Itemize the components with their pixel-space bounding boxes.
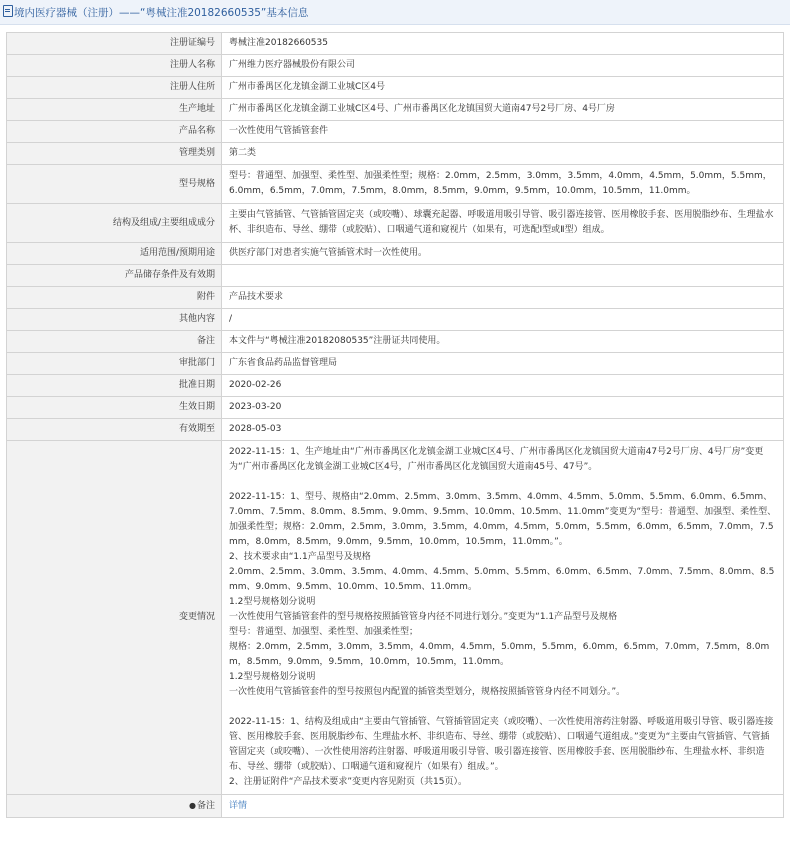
change-separator [229,475,777,490]
row-value: 粤械注准20182660535 [222,33,784,55]
table-row [7,204,784,243]
row-value: 广州市番禺区化龙镇金湖工业城C区4号、广州市番禺区化龙镇国贸大道南47号2号厂房、4号厂房 [222,99,784,121]
change-entry: 2022-11-15：1、生产地址由“广州市番禺区化龙镇金湖工业城C区4号、广州市番禺区化龙镇国贸大道南47号2号厂房、4号厂房”变更为“广州市番禺区化龙镇金湖工业城C区4号，广州市番禺区化龙镇国贸大道南45号、47号”。 [229,447,764,472]
row-value: 主要由气管插管、气管插管固定夹（或咬嘴）、球囊充起器、呼吸道用吸引导管、吸引器连接管、医用橡胶手套、医用脱脂纱布、生理盐水杯、非织造布、导丝、绷带（或胶贴）、口咽通气道和窥视片（如果有，可选配Ⅰ型或Ⅱ型）组成。 [222,204,784,243]
table-row [7,375,784,397]
row-label: 审批部门 [7,353,222,375]
row-label: 附件 [7,287,222,309]
change-entry: 2022-11-15：1、结构及组成由“主要由气管插管、气管插管固定夹（或咬嘴）、一次性使用溶药注射器、呼吸道用吸引导管、吸引器连接管、医用橡胶手套、医用脱脂纱布、生理盐水杯、非织造布、导丝、绷带（或胶贴）、口咽通气道组成。”变更为“主要由气管插管、气管插管固定夹（或咬嘴）、一次性使用溶药注射器、呼吸道用吸引导管、吸引器连接管、医用橡胶手套、医用脱脂纱布、生理盐水杯、非织造布、导丝、绷带（或胶贴）、口咽通气道和窥视片（如果有）组成。”。 2、注册证附件“产品技术要求”变更内容见附页（共15页）。 [229,717,774,787]
page-header [0,0,790,25]
row-value: 本文件与“粤械注准20182080535”注册证共同使用。 [222,331,784,353]
row-value: 2023-03-20 [222,397,784,419]
row-label: 批准日期 [7,375,222,397]
row-label: 有效期至 [7,419,222,441]
table-row [7,287,784,309]
note-icon: ● [189,801,196,810]
row-value: 第二类 [222,143,784,165]
row-label: 注册人名称 [7,55,222,77]
table-row [7,165,784,204]
row-value: 广州市番禺区化龙镇金湖工业城C区4号 [222,77,784,99]
table-row [7,397,784,419]
table-row [7,331,784,353]
table-row [7,243,784,265]
table-row-changes [7,441,784,795]
row-label: 管理类别 [7,143,222,165]
page-title [3,5,308,20]
registration-info-table [6,32,784,818]
table-row [7,33,784,55]
row-value: 供医疗部门对患者实施气管插管术时一次性使用。 [222,243,784,265]
row-label: 结构及组成/主要组成成分 [7,204,222,243]
row-value [222,265,784,287]
change-separator [229,700,777,715]
note-label [7,795,222,818]
row-label: 备注 [7,331,222,353]
row-value: 产品技术要求 [222,287,784,309]
table-row [7,309,784,331]
page-title-text: 境内医疗器械（注册）——“粤械注准20182660535”基本信息 [14,7,309,19]
row-label: 注册人住所 [7,77,222,99]
row-label: 生效日期 [7,397,222,419]
row-value: 型号：普通型、加强型、柔性型、加强柔性型；规格：2.0mm，2.5mm，3.0mm，3.5mm，4.0mm，4.5mm，5.0mm，5.5mm，6.0mm，6.5mm，7.0mm，7.5mm，8.0mm，8.5mm，9.0mm，9.5mm，10.0mm，10.5mm，11.0mm。 [222,165,784,204]
row-label: 型号规格 [7,165,222,204]
details-link[interactable]: 详情 [229,800,248,811]
row-label: 其他内容 [7,309,222,331]
row-value: 2028-05-03 [222,419,784,441]
row-label: 产品储存条件及有效期 [7,265,222,287]
table-row [7,353,784,375]
row-value: / [222,309,784,331]
table-row-note [7,795,784,818]
changes-label: 变更情况 [7,441,222,795]
note-label-text: 备注 [196,801,215,811]
table-row [7,77,784,99]
table-row [7,419,784,441]
table-row [7,143,784,165]
table-row [7,265,784,287]
table-row [7,99,784,121]
row-label: 适用范围/预期用途 [7,243,222,265]
row-label: 产品名称 [7,121,222,143]
row-value: 广州维力医疗器械股份有限公司 [222,55,784,77]
note-value [222,795,784,818]
changes-value [222,441,784,795]
row-label: 生产地址 [7,99,222,121]
row-value: 2020-02-26 [222,375,784,397]
row-value: 一次性使用气管插管套件 [222,121,784,143]
row-label: 注册证编号 [7,33,222,55]
change-entry: 2022-11-15：1、型号、规格由“2.0mm、2.5mm、3.0mm、3.5mm、4.0mm、4.5mm、5.0mm、5.5mm、6.0mm、6.5mm、7.0mm、7.5mm、8.0mm、8.5mm、9.0mm、9.5mm、10.0mm、10.5mm、11.0mm”变更为“型号：普通型、加强型、柔性型、加强柔性型；规格：2.0mm，2.5mm，3.0mm，3.5mm，4.0mm，4.5mm，5.0mm，5.5mm，6.0mm，6.5mm，7.0mm，7.5mm，8.0mm，8.5mm，9.0mm，9.5mm，10.0mm，10.5mm，11.0mm。”。 2、技术要求由“1.1产品型号及规格 2.0mm、2.5mm、3.0mm、3.5mm、4.0mm、4.5mm、5.0mm、5.5mm、6.0mm、6.5mm、7.0mm、7.5mm、8.0mm、8.5mm、9.0mm、9.5mm、10.0mm、10.5mm、11.0mm。 1.2型号规格划分说明 一次性使用气管插管套件的型号规格按照插管管身内径不同进行划分。”变更为“1.1产品型号及规格 型号：普通型、加强型、柔性型、加强柔性型； 规格：2.0mm，2.5mm，3.0mm，3.5mm，4.0mm，4.5mm，5.0mm，5.5mm，6.0mm，6.5mm，7.0mm，7.5mm，8.0mm，8.5mm，9.0mm，9.5mm，10.0mm，10.5mm，11.0mm。 1.2型号规格划分说明 一次性使用气管插管套件的型号按照包内配置的插管类型划分，规格按照插管管身内径不同划分。”。 [229,492,777,697]
info-table-body [7,33,784,818]
table-row [7,121,784,143]
document-icon [3,5,13,17]
row-value: 广东省食品药品监督管理局 [222,353,784,375]
table-row [7,55,784,77]
